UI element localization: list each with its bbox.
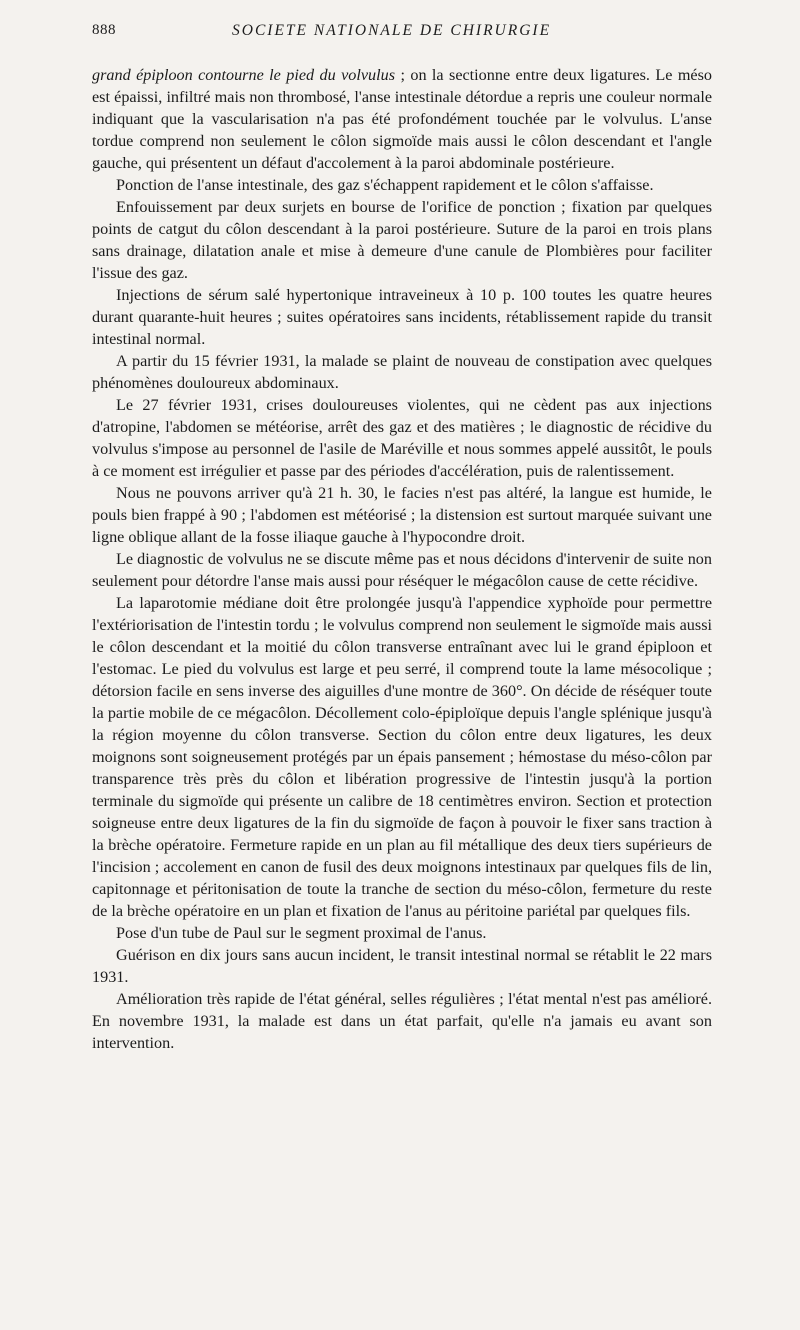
paragraph: Enfouissement par deux surjets en bourse de l'orifice de ponction ; fixation par quelques points de catgut du côlon descendant à la paroi postérieure. Suture de la paroi en trois plans sans drainage, dilatation anale et mise à demeure d'une canule de Plombières pour faciliter l'issue des gaz. — [92, 198, 712, 282]
running-title: SOCIETE NATIONALE DE CHIRURGIE — [232, 22, 552, 39]
paragraph: A partir du 15 février 1931, la malade se plaint de nouveau de constipation avec quelques phénomènes douloureux abdominaux. — [92, 352, 712, 392]
paragraph: Injections de sérum salé hypertonique intraveineux à 10 p. 100 toutes les quatre heures durant quarante-huit heures ; suites opératoires sans incidents, rétablissement rapide du transit intestinal normal. — [92, 286, 712, 348]
italic-lead: grand épiploon contourne le pied du volvulus — [92, 66, 396, 84]
page-number: 888 — [92, 22, 116, 38]
paragraph: Ponction de l'anse intestinale, des gaz s'échappent rapidement et le côlon s'affaisse. — [116, 176, 654, 194]
paragraph: Guérison en dix jours sans aucun incident, le transit intestinal normal se rétablit le 22 mars 1931. — [92, 946, 712, 986]
paragraph — [92, 64, 712, 174]
paragraph: Nous ne pouvons arriver qu'à 21 h. 30, le facies n'est pas altéré, la langue est humide, le pouls bien frappé à 90 ; l'abdomen est météorisé ; la distension est surtout marquée suivant une ligne oblique allant de la fosse iliaque gauche à l'hypocondre droit. — [92, 484, 712, 546]
paragraph: Pose d'un tube de Paul sur le segment proximal de l'anus. — [116, 924, 487, 942]
paragraph: Amélioration très rapide de l'état général, selles régulières ; l'état mental n'est pas amélioré. En novembre 1931, la malade est dans un état parfait, qu'elle n'a jamais eu avant son intervention. — [92, 990, 712, 1052]
paragraph: Le diagnostic de volvulus ne se discute même pas et nous décidons d'intervenir de suite non seulement pour détordre l'anse mais aussi pour réséquer le mégacôlon cause de cette récidive. — [92, 550, 712, 590]
body-text — [92, 64, 712, 1054]
paragraph: La laparotomie médiane doit être prolongée jusqu'à l'appendice xyphoïde pour permettre l'extériorisation de l'intestin tordu ; le volvulus comprend non seulement le sigmoïde mais aussi le côlon descendant et la moitié du côlon transverse entraînant avec lui le grand épiploon et l'estomac. Le pied du volvulus est large et peu serré, il comprend toute la lame mésocolique ; détorsion facile en sens inverse des aiguilles d'une montre de 360°. On décide de réséquer toute la partie mobile de ce mégacôlon. Décollement colo-épiploïque depuis l'angle splénique jusqu'à la région moyenne du côlon transverse. Section du côlon entre deux ligatures, les deux moignons sont soigneusement protégés par un épais pansement ; hémostase du méso-côlon par transparence très près du côlon et libération progressive de l'intestin jusqu'à la portion terminale du sigmoïde qui présente un calibre de 18 centimètres environ. Section et protection soigneuse entre deux ligatures de la fin du sigmoïde de façon à pouvoir le fixer sans traction à la brèche opératoire. Fermeture rapide en un plan au fil métallique des deux tiers supérieurs de l'incision ; accolement en canon de fusil des deux moignons intestinaux par quelques fils de lin, capitonnage et péritonisation de toute la tranche de section du méso-côlon, fermeture du reste de la brèche opératoire en un plan et fixation de l'anus au péritoine pariétal par quelques fils. — [92, 594, 712, 920]
page-header — [92, 22, 712, 44]
paragraph-text: ; on la sectionne entre deux ligatures. Le méso est épaissi, infiltré mais non thrombosé, l'anse intestinale détordue a repris une couleur normale indiquant que la vascularisation n'a pas été profondément touchée par le volvulus. L'anse tordue comprend non seulement le côlon sigmoïde mais aussi le côlon descendant et l'angle gauche, qui présentent un défaut d'accolement à la paroi abdominale postérieure. — [92, 66, 712, 172]
paragraph: Le 27 février 1931, crises douloureuses violentes, qui ne cèdent pas aux injections d'atropine, l'abdomen se météorise, arrêt des gaz et des matières ; le diagnostic de récidive du volvulus s'impose au personnel de l'asile de Maréville et nous sommes appelé aussitôt, le pouls à ce moment est irrégulier et passe par des périodes d'accélération, puis de ralentissement. — [92, 396, 712, 480]
